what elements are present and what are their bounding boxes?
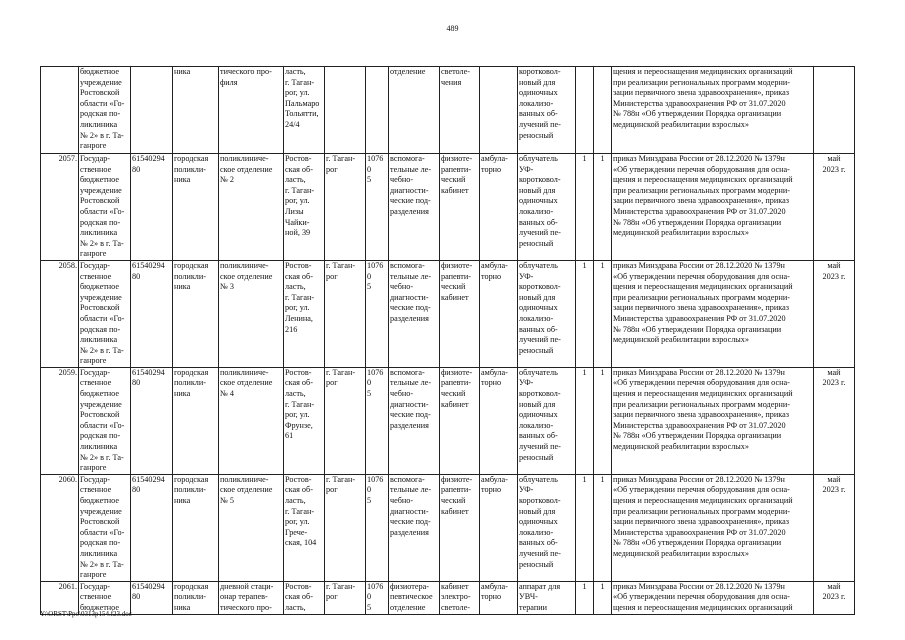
cell-city — [325, 67, 366, 154]
cell-inn: 61540294 80 — [131, 581, 173, 614]
cell-code: 10760 5 — [366, 581, 389, 614]
cell-dept: вспомога- тельные ле- чебно- диагности- ческие под- разделения — [389, 260, 440, 367]
cell-qty2: 1 — [594, 154, 612, 261]
cell-inn: 61540294 80 — [131, 154, 173, 261]
cell-room: физиоте- рапевти- ческий кабинет — [440, 154, 480, 261]
cell-unit: тического про- филя — [219, 67, 284, 154]
cell-equipment: облучатель УФ- коротковол- новый для одиночных локализо- ванных об- лучений пе- реносный — [518, 260, 576, 367]
cell-inn: 61540294 80 — [131, 260, 173, 367]
page-number: 489 — [446, 24, 459, 33]
cell-basis: приказ Минздрава России от 28.12.2020 № 1379н «Об утверждении перечня оборудования для осна- щения и переоснащения медицинских организаций при реализации региональных программ модерни- зации первичного звена здравоохранения», приказ Министерства здравоохранения РФ от 31.07.2020 № 788н «Об утверждении Порядка организации медицинской реабилитации взрослых» — [612, 154, 814, 261]
cell-code: 10760 5 — [366, 260, 389, 367]
cell-inn: 61540294 80 — [131, 367, 173, 474]
cell-unit: поликлиниче- ское отделение № 4 — [219, 367, 284, 474]
cell-inn — [131, 67, 173, 154]
cell-date: май 2023 г. — [814, 154, 855, 261]
cell-city: г. Таган- рог — [325, 581, 366, 614]
cell-unit: дневной стаци- онар терапев- тического про- — [219, 581, 284, 614]
cell-no: 2060. — [41, 474, 79, 581]
cell-qty1: 1 — [576, 581, 594, 614]
cell-no — [41, 67, 79, 154]
cell-address: Ростов- ская об- ласть, г. Таган- рог, ул. Фрунзе, 61 — [284, 367, 325, 474]
cell-org: бюджетное учреждение Ростовской области «Го- родская по- ликлиника № 2» в г. Та- ганроге — [79, 67, 131, 154]
cell-code: 10760 5 — [366, 474, 389, 581]
cell-care: амбула- торно — [480, 474, 518, 581]
cell-code — [366, 67, 389, 154]
cell-qty2: 1 — [594, 474, 612, 581]
cell-room: светоле- чения — [440, 67, 480, 154]
cell-no: 2058. — [41, 260, 79, 367]
cell-qty2: 1 — [594, 367, 612, 474]
cell-qty2: 1 — [594, 581, 612, 614]
cell-type: ника — [173, 67, 219, 154]
cell-org: Государ- ственное бюджетное учреждение Ростовской области «Го- родская по- ликлиника № 2» в г. Та- ганроге — [79, 474, 131, 581]
cell-org: Государ- ственное бюджетное учреждение Ростовской области «Го- родская по- ликлиника № 2» в г. Та- ганроге — [79, 260, 131, 367]
cell-city: г. Таган- рог — [325, 260, 366, 367]
cell-city: г. Таган- рог — [325, 474, 366, 581]
cell-address: Ростов- ская об- ласть, — [284, 581, 325, 614]
cell-address: ласть, г. Таган- рог, ул. Пальмаро Тольятти, 24/4 — [284, 67, 325, 154]
cell-equipment: облучатель УФ- коротковол- новый для одиночных локализо- ванных об- лучений пе- реносный — [518, 367, 576, 474]
cell-unit: поликлиниче- ское отделение № 2 — [219, 154, 284, 261]
cell-city: г. Таган- рог — [325, 154, 366, 261]
cell-equipment: облучатель УФ- коротковол- новый для одиночных локализо- ванных об- лучений пе- реносный — [518, 474, 576, 581]
cell-code: 10760 5 — [366, 154, 389, 261]
cell-room: физиоте- рапевти- ческий кабинет — [440, 474, 480, 581]
cell-qty2 — [594, 67, 612, 154]
cell-type: городская поликли- ника — [173, 474, 219, 581]
cell-date: май 2023 г. — [814, 260, 855, 367]
cell-no: 2057. — [41, 154, 79, 261]
cell-type: городская поликли- ника — [173, 260, 219, 367]
cell-no: 2061. — [41, 581, 79, 614]
cell-room: физиоте- рапевти- ческий кабинет — [440, 260, 480, 367]
cell-type: городская поликли- ника — [173, 154, 219, 261]
cell-org: Государ- ственное бюджетное учреждение Ростовской области «Го- родская по- ликлиника № 2» в г. Та- ганроге — [79, 154, 131, 261]
cell-care: амбула- торно — [480, 581, 518, 614]
cell-city: г. Таган- рог — [325, 367, 366, 474]
cell-address: Ростов- ская об- ласть, г. Таган- рог, ул. Лизы Чайки- ной, 39 — [284, 154, 325, 261]
cell-room: кабинет электро- светоле- — [440, 581, 480, 614]
cell-qty1: 1 — [576, 154, 594, 261]
cell-care — [480, 67, 518, 154]
cell-equipment: облучатель УФ- коротковол- новый для одиночных локализо- ванных об- лучений пе- реносный — [518, 154, 576, 261]
table-row — [41, 581, 855, 614]
cell-date — [814, 67, 855, 154]
cell-type: городская поликли- ника — [173, 581, 219, 614]
cell-date: май 2023 г. — [814, 581, 855, 614]
cell-dept: вспомога- тельные ле- чебно- диагности- ческие под- разделения — [389, 154, 440, 261]
cell-basis: приказ Минздрава России от 28.12.2020 № 1379н «Об утверждении перечня оборудования для осна- щения и переоснащения медицинских организаций — [612, 581, 814, 614]
cell-qty1: 1 — [576, 260, 594, 367]
cell-room: физиоте- рапевти- ческий кабинет — [440, 367, 480, 474]
cell-care: амбула- торно — [480, 367, 518, 474]
table-row — [41, 154, 855, 261]
cell-equipment: коротковол- новый для одиночных локализо- ванных об- лучений пе- реносный — [518, 67, 576, 154]
cell-qty1: 1 — [576, 367, 594, 474]
table-row — [41, 67, 855, 154]
cell-address: Ростов- ская об- ласть, г. Таган- рог, ул. Ленина, 216 — [284, 260, 325, 367]
cell-unit: поликлиниче- ское отделение № 5 — [219, 474, 284, 581]
cell-dept: физиотера- певтическое отделение — [389, 581, 440, 614]
cell-address: Ростов- ская об- ласть, г. Таган- рог, ул. Грече- ская, 104 — [284, 474, 325, 581]
cell-dept: вспомога- тельные ле- чебно- диагности- ческие под- разделения — [389, 367, 440, 474]
cell-qty1: 1 — [576, 474, 594, 581]
cell-equipment: аппарат для УВЧ- терапии — [518, 581, 576, 614]
cell-org: Государ- ственное бюджетное — [79, 581, 131, 614]
cell-dept: отделение — [389, 67, 440, 154]
cell-basis: приказ Минздрава России от 28.12.2020 № 1379н «Об утверждении перечня оборудования для осна- щения и переоснащения медицинских организаций при реализации региональных программ модерни- зации первичного звена здравоохранения», приказ Министерства здравоохранения РФ от 31.07.2020 № 788н «Об утверждении Порядка организации медицинской реабилитации взрослых» — [612, 260, 814, 367]
cell-unit: поликлиниче- ское отделение № 3 — [219, 260, 284, 367]
cell-qty2: 1 — [594, 260, 612, 367]
cell-org: Государ- ственное бюджетное учреждение Ростовской области «Го- родская по- ликлиника № 2» в г. Та- ганроге — [79, 367, 131, 474]
cell-date: май 2023 г. — [814, 367, 855, 474]
cell-basis: приказ Минздрава России от 28.12.2020 № 1379н «Об утверждении перечня оборудования для осна- щения и переоснащения медицинских организаций при реализации региональных программ модерни- зации первичного звена здравоохранения», приказ Министерства здравоохранения РФ от 31.07.2020 № 788н «Об утверждении Порядка организации медицинской реабилитации взрослых» — [612, 367, 814, 474]
cell-care: амбула- торно — [480, 260, 518, 367]
equipment-table — [40, 66, 855, 615]
table-row — [41, 260, 855, 367]
cell-date: май 2023 г. — [814, 474, 855, 581]
footer-file-path: Y:\ORST\Ppo\0313p154.f23.doc — [40, 610, 132, 618]
cell-basis: приказ Минздрава России от 28.12.2020 № 1379н «Об утверждении перечня оборудования для осна- щения и переоснащения медицинских организаций при реализации региональных программ модерни- зации первичного звена здравоохранения», приказ Министерства здравоохранения РФ от 31.07.2020 № 788н «Об утверждении Порядка организации медицинской реабилитации взрослых» — [612, 474, 814, 581]
table-row — [41, 367, 855, 474]
cell-no: 2059. — [41, 367, 79, 474]
cell-code: 10760 5 — [366, 367, 389, 474]
cell-basis: щения и переоснащения медицинских организаций при реализации региональных программ модерни- зации первичного звена здравоохранения», приказ Министерства здравоохранения РФ от 31.07.2020 № 788н «Об утверждении Порядка организации медицинской реабилитации взрослых» — [612, 67, 814, 154]
cell-qty1 — [576, 67, 594, 154]
table-row — [41, 474, 855, 581]
cell-type: городская поликли- ника — [173, 367, 219, 474]
cell-care: амбула- торно — [480, 154, 518, 261]
cell-inn: 61540294 80 — [131, 474, 173, 581]
cell-dept: вспомога- тельные ле- чебно- диагности- ческие под- разделения — [389, 474, 440, 581]
